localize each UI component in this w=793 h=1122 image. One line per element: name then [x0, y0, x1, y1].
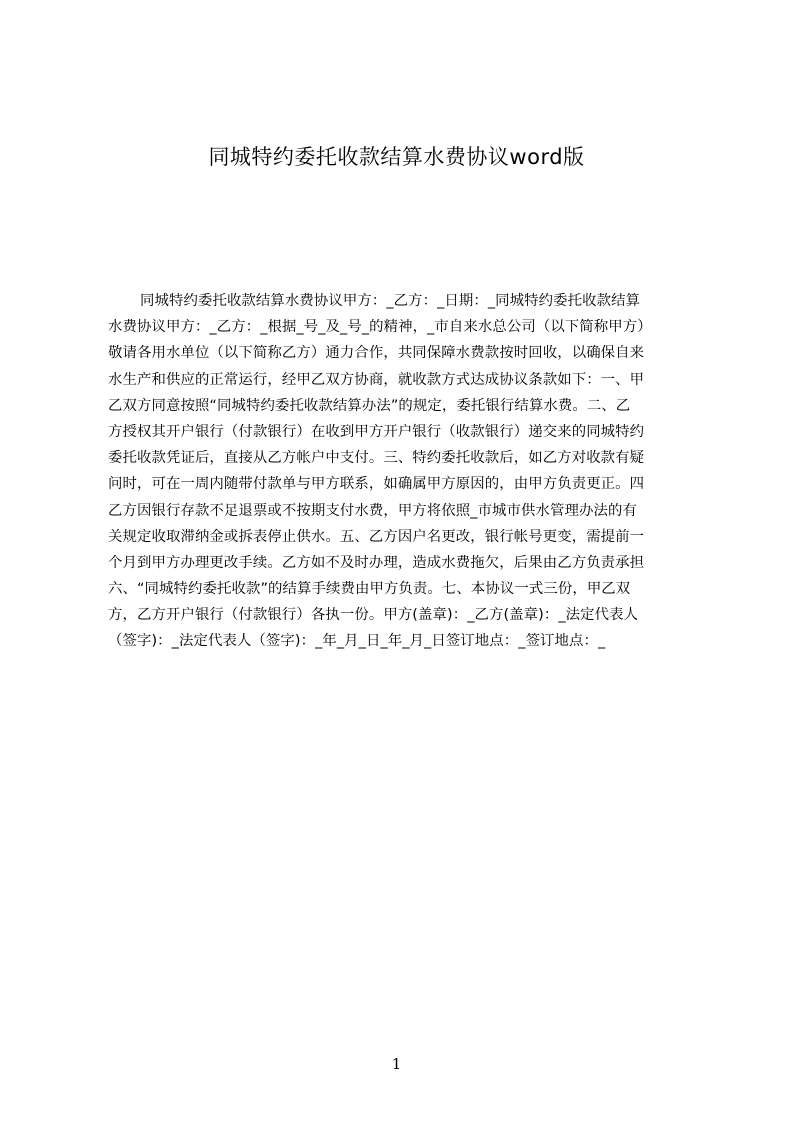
- body-line: 水生产和供应的正常运行，经甲乙双方协商，就收款方式达成协议条款如下：一、甲: [108, 371, 645, 388]
- page-number: 1: [391, 1055, 402, 1073]
- body-line: 乙方因银行存款不足退票或不按期支付水费，甲方将依照_市城市供水管理办法的有: [108, 502, 637, 519]
- body-line: 方，乙方开户银行（付款银行）各执一份。甲方(盖章)：_乙方(盖章)：_法定代表人: [108, 607, 639, 624]
- body-line: 乙双方同意按照“同城特约委托收款结算办法”的规定，委托银行结算水费。二、乙: [108, 397, 631, 414]
- body-line: 六、“同城特约委托收款”的结算手续费由甲方负责。七、本协议一式三份，甲乙双: [108, 581, 631, 598]
- body-line: 关规定收取滞纳金或拆表停止供水。五、乙方因户名更改，银行帐号更变，需提前一: [108, 528, 645, 545]
- body-line: 敬请各用水单位（以下简称乙方）通力合作，共同保障水费款按时回收，以确保自来: [108, 345, 645, 362]
- body-line: 水费协议甲方：_乙方：_根据_号_及_号_的精神，_市自来水总公司（以下简称甲方）: [108, 319, 652, 336]
- body-line: 个月到甲方办理更改手续。乙方如不及时办理，造成水费拖欠，后果由乙方负责承担: [108, 554, 645, 571]
- document-title: 同城特约委托收款结算水费协议word版: [208, 145, 585, 169]
- body-line: 方授权其开户银行（付款银行）在收到甲方开户银行（收款银行）递交来的同城特约: [108, 423, 645, 440]
- body-line: （签字)：_法定代表人（签字)：_年_月_日_年_月_日签订地点：_签订地点：_: [108, 633, 606, 650]
- body-line: 委托收款凭证后，直接从乙方帐户中支付。三、特约委托收款后，如乙方对收款有疑: [108, 450, 645, 467]
- body-line: 同城特约委托收款结算水费协议甲方：_乙方：_日期：_同城特约委托收款结算: [140, 293, 641, 309]
- document-body: [108, 288, 700, 655]
- body-line: 问时，可在一周内随带付款单与甲方联系，如确属甲方原因的，由甲方负责更正。四: [108, 476, 645, 493]
